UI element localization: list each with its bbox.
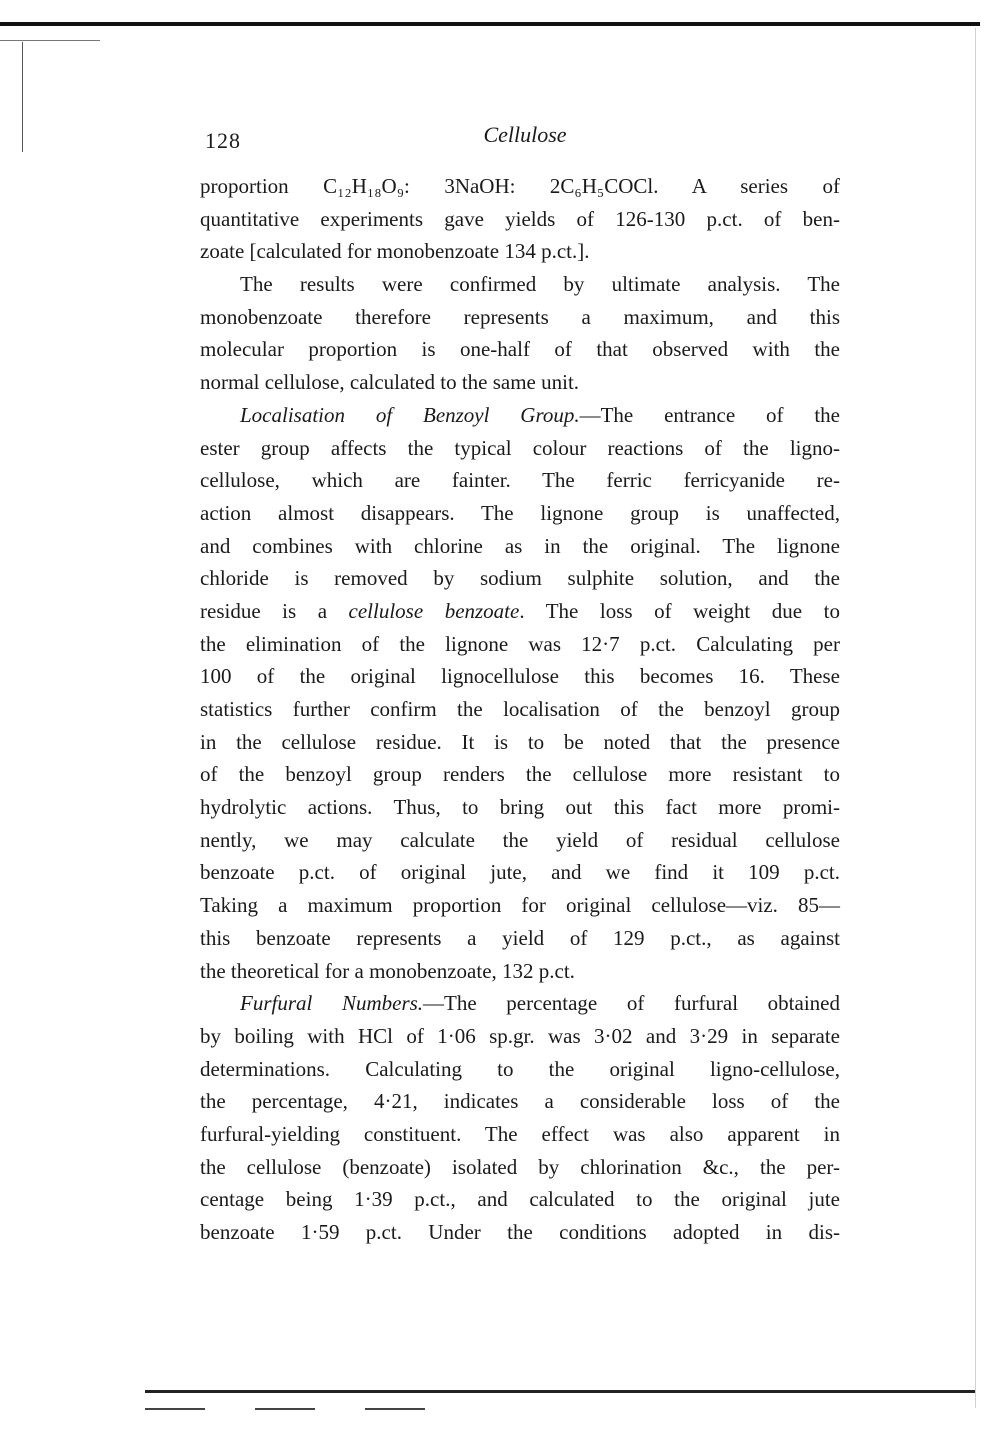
emphasis-line bbox=[200, 595, 840, 628]
text-fragment: —The percentage of furfural obtained bbox=[423, 991, 840, 1016]
text-line: centage being 1·39 p.ct., and calculated to the original jute bbox=[200, 1187, 840, 1212]
text-line: monobenzoate therefore represents a maximum, and this bbox=[200, 304, 840, 329]
text-line: determinations. Calculating to the original ligno-cellulose, bbox=[200, 1056, 840, 1081]
text-line: nently, we may calculate the yield of residual cellulose bbox=[200, 827, 840, 852]
text-line: proportion C₁₂H₁₈O₉: 3NaOH: 2C₆H₅COCl. A series of bbox=[200, 174, 840, 198]
scan-right-edge bbox=[975, 28, 976, 1408]
paragraph-heading-line bbox=[200, 987, 840, 1020]
text-line: furfural-yielding constituent. The effect was also apparent in bbox=[200, 1121, 840, 1146]
text-line: The results were confirmed by ultimate analysis. The bbox=[240, 272, 840, 297]
text-fragment: . The loss of weight due to bbox=[519, 598, 840, 623]
text-line: statistics further confirm the localisation of the benzoyl group bbox=[200, 697, 840, 721]
text-line: 100 of the original lignocellulose this becomes 16. These bbox=[200, 664, 840, 689]
emphasis-cellulose-benzoate: cellulose benzoate bbox=[348, 598, 520, 623]
paragraph-heading-line bbox=[200, 399, 840, 432]
text-line: cellulose, which are fainter. The ferric ferricyanide re- bbox=[200, 468, 840, 493]
page-number: 128 bbox=[205, 128, 241, 153]
text-line: benzoate 1·59 p.ct. Under the conditions adopted in dis- bbox=[200, 1220, 840, 1244]
text-line: the cellulose (benzoate) isolated by chlorination &c., the per- bbox=[200, 1154, 840, 1179]
text-line: normal cellulose, calculated to the same unit. bbox=[200, 370, 580, 395]
text-line: quantitative experiments gave yields of 126-130 p.ct. of ben- bbox=[200, 206, 840, 231]
text-line: zoate [calculated for monobenzoate 134 p.ct.]. bbox=[200, 239, 590, 264]
text-line: by boiling with HCl of 1·06 sp.gr. was 3·02 and 3·29 in separate bbox=[200, 1023, 840, 1048]
text-line: action almost disappears. The lignone group is unaffected, bbox=[200, 500, 840, 525]
text-line: molecular proportion is one-half of that observed with the bbox=[200, 337, 840, 362]
text-fragment: residue is a bbox=[200, 598, 349, 623]
scan-left-tick bbox=[0, 40, 100, 41]
text-line: in the cellulose residue. It is to be noted that the presence bbox=[200, 729, 840, 754]
text-fragment: —The entrance of the bbox=[579, 402, 840, 427]
section-heading-furfural: Furfural Numbers. bbox=[240, 991, 424, 1016]
text-line: the theoretical for a monobenzoate, 132 p.ct. bbox=[200, 958, 575, 983]
scan-left-margin-mark bbox=[22, 42, 23, 152]
text-line: chloride is removed by sodium sulphite solution, and the bbox=[200, 566, 840, 591]
text-line: Taking a maximum proportion for original cellulose—viz. 85— bbox=[200, 893, 840, 918]
text-line: benzoate p.ct. of original jute, and we find it 109 p.ct. bbox=[200, 860, 840, 885]
body-text bbox=[200, 170, 840, 1249]
text-line: and combines with chlorine as in the original. The lignone bbox=[200, 533, 840, 558]
text-line: this benzoate represents a yield of 129 p.ct., as against bbox=[200, 925, 840, 950]
text-line: ester group affects the typical colour reactions of the ligno- bbox=[200, 435, 840, 460]
text-line: the elimination of the lignone was 12·7 p.ct. Calculating per bbox=[200, 631, 840, 656]
text-line: hydrolytic actions. Thus, to bring out this fact more promi- bbox=[200, 795, 840, 820]
scan-top-rule bbox=[0, 22, 980, 26]
section-heading-localisation: Localisation of Benzoyl Group. bbox=[240, 402, 580, 427]
text-line: of the benzoyl group renders the cellulose more resistant to bbox=[200, 762, 840, 787]
running-title: Cellulose bbox=[483, 122, 567, 147]
text-line: the percentage, 4·21, indicates a considerable loss of the bbox=[200, 1089, 840, 1114]
running-head bbox=[205, 118, 845, 158]
scan-bottom-artifact bbox=[145, 1408, 475, 1410]
scan-bottom-rule bbox=[145, 1390, 975, 1393]
